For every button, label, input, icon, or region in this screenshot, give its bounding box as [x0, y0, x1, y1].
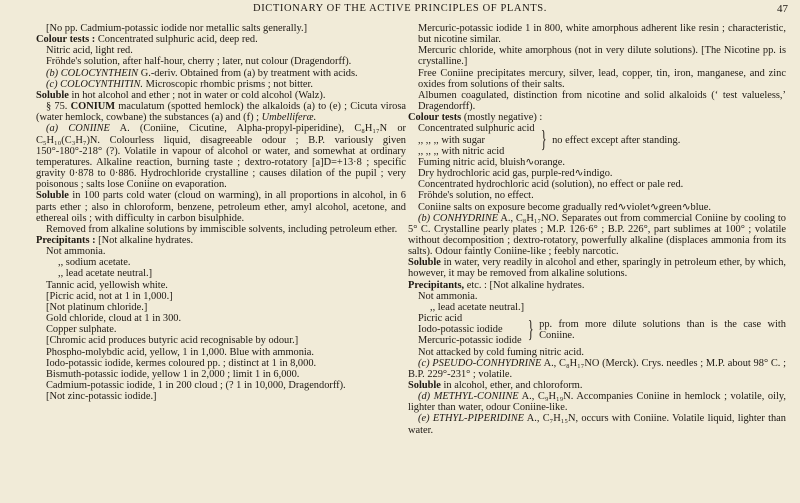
right-line-2: Mercuric chloride, white amorphous (not in very dilute solutions). [The Nicotine pp. is crystalline.] [418, 45, 786, 68]
a-name: CONIINE [68, 123, 110, 135]
conium-para [36, 101, 406, 123]
picric-brace-group [408, 313, 786, 346]
frohde-line: Fröhde's solution, after half-hour, cherry ; later, nut colour (Dragendorff). [46, 56, 352, 68]
soluble-label-2: Soluble [36, 190, 69, 202]
soluble-label-1: Soluble [36, 89, 69, 101]
right-line-9: Coniine salts on exposure become gradually red∿violet∿green∿blue. [418, 201, 712, 213]
soluble-para-3 [408, 257, 786, 279]
c-name: COLOCYNTHITIN. [60, 78, 144, 90]
e-text: A., C₇H₁₅N, occurs with Coniine. Volatile liquid, lighter than water. [408, 413, 786, 436]
precip-line-2: ,, sodium acetate. [58, 257, 131, 269]
sulphuric-brace-group [408, 123, 786, 156]
left-line-1: [No pp. Cadmium-potassic iodide nor metallic salts generally.] [46, 23, 308, 34]
running-title: DICTIONARY OF THE ACTIVE PRINCIPLES OF PLANTS. [253, 3, 547, 14]
soluble-text-3: in water, very readily in alcohol and ether, sparingly in petroleum ether, by which, however, it may be removed from alkaline solutions. [408, 257, 786, 280]
section-text-1: maculatum (spotted hemlock) the alkaloids (a) to (e) ; [118, 101, 348, 113]
nitric-line: Nitric acid, light red. [46, 45, 133, 57]
sulphuric-tests [418, 123, 535, 156]
precip-line-8: Copper sulphate. [46, 324, 117, 336]
precip-line-10: Phospho-molybdic acid, yellow, 1 in 1,000. Blue with ammonia. [46, 346, 315, 358]
colour-tests-para [36, 34, 406, 45]
sulphuric-note: no effect except after standing. [552, 134, 681, 146]
c2-label: (c) [418, 357, 430, 369]
c2-name: PSEUDO-CONHYDRINE [432, 357, 542, 369]
soluble-para-2 [36, 190, 406, 223]
colocynthitin-para [36, 79, 406, 90]
methyl-coniine-para [408, 391, 786, 413]
picric-reagent-2: Iodo-potassic iodide [418, 324, 503, 336]
precip-line-4: Tannic acid, yellowish white. [46, 279, 168, 291]
precip-line-13: Cadmium-potassic iodide, 1 in 200 cloud ; (? 1 in 10,000, Dragendorff). [46, 380, 346, 391]
precip-line-7: Gold chloride, cloud at 1 in 300. [46, 313, 182, 325]
precip-line-12: Bismuth-potassic iodide, yellow 1 in 2,000 ; limit 1 in 6,000. [46, 368, 300, 380]
b-label: (b) [46, 67, 59, 79]
b2-label: (b) [418, 212, 431, 224]
b-name: COLOCYNTHEIN [60, 67, 139, 79]
precip-line-1: Not ammonia. [46, 246, 106, 258]
picric-reagents [418, 313, 522, 346]
right-line-1: Mercuric-potassic iodide 1 in 800, white amorphous adherent like resin ; characteristic, but nicotine similar. [418, 23, 786, 46]
page-number: 47 [777, 3, 788, 15]
precipitants-para [36, 235, 406, 246]
picric-note: pp. from more dilute solutions than is the case with Coniine. [539, 318, 786, 341]
right-brace-glyph: } [540, 127, 547, 154]
c2-text: A., C₈H₁₇NO (Merck). Crys. needles ; M.P. about 98° C. ; B.P. 229°-231° ; volatile. [408, 357, 786, 380]
coniine-para [36, 123, 406, 190]
soluble-text-4: in alcohol, ether, and chloroform. [443, 380, 583, 391]
a-text: A. (Coniine, Cicutine, Alpha-propyl-piperidine), C₈H₁₇N or C₅H₁₀(C₃H₇)N. Colourless liquid, disagreeable odour ; B.P. variously given 150°-180°-218° (?). Volatile in vapour of alcohol or water, and somewhat at ordinary temperatures. Alkaline reaction, burning taste ; dextro-rotatory [a]D=+13·8 ; specific gravity 0·878 to 0·886. Hydrochloride crystalline ; causes dilation of the pupil ; very poisonous ; salts lose Coniine on evaporation. [36, 123, 406, 191]
sulphuric-test-2: ,, ,, ,, with sugar [418, 134, 485, 146]
precip-line-5: [Picric acid, not at 1 in 1,000.] [46, 290, 173, 302]
sulphuric-test-1: Concentrated sulphuric acid [418, 123, 535, 135]
c-text: Microscopic rhombic prisms ; not bitter. [145, 78, 314, 90]
colour-tests-para-2 [408, 112, 786, 123]
picric-reagent-3: Mercuric-potassic iodide [418, 335, 522, 347]
right-line-7: Concentrated hydrochloric acid (solution), no effect or pale red. [418, 179, 684, 191]
precipitants-text-2: etc. : [Not alkaline hydrates. [466, 279, 585, 291]
right-brace-glyph-2: } [527, 316, 534, 343]
ethyl-piperidine-para [408, 413, 786, 435]
right-line-3: Free Coniine precipitates mercury, silver, lead, copper, tin, iron, manganese, and zinc oxides from solutions of their salts. [418, 67, 786, 90]
pseudo-conhydrine-para [408, 358, 786, 380]
section-family: Umbelliferæ. [261, 112, 317, 124]
soluble-label-3: Soluble [408, 257, 441, 269]
removed-para: Removed from alkaline solutions by immiscible solvents, including petroleum ether. [46, 223, 398, 235]
c-label: (c) [46, 78, 58, 90]
precipitants-para-2 [408, 280, 786, 291]
colour-tests-label-2: Colour tests [408, 112, 462, 124]
precip-line-9: [Chromic acid produces butyric acid recognisable by odour.] [46, 335, 299, 347]
precipitants-text: [Not alkaline hydrates. [98, 234, 194, 246]
colour-tests-text: Concentrated sulphuric acid, deep red. [97, 34, 258, 46]
conhydrine-para [408, 213, 786, 258]
right-line-5: Fuming nitric acid, bluish∿orange. [418, 156, 565, 168]
d-label: (d) [418, 391, 431, 403]
d-name: METHYL-CONIINE [433, 391, 519, 403]
precip-line-14: [Not zinc-potassic iodide.] [46, 391, 157, 403]
sulphuric-test-3: ,, ,, ,, with nitric acid [418, 145, 505, 157]
section-text-2: (water hemlock, cowbane) the substances (a) and (f) ; [36, 112, 260, 124]
precip-line-6: [Not platinum chloride.] [46, 301, 148, 313]
picric-reagent-1: Picric acid [418, 313, 463, 325]
right-line-4: Albumen coagulated, distinction from nicotine and solid alkaloids (‘ test valueless,’ Dragendorff). [418, 89, 786, 113]
soluble-label-4: Soluble [408, 380, 441, 391]
a-label: (a) [46, 123, 59, 135]
colour-tests-label: Colour tests : [36, 34, 96, 46]
soluble-para-1 [36, 90, 406, 101]
precip2-line-2: ,, lead acetate neutral.] [430, 301, 525, 313]
d-text: A., C₉H₁₉N. Accompanies Coniine in hemlock ; volatile, oily, lighter than water, odour Coniine-like. [408, 391, 786, 414]
soluble-para-4 [408, 380, 786, 391]
soluble-text-1: in hot alcohol and ether ; not in water or cold alcohol (Walz). [71, 89, 326, 101]
precip-line-3: ,, lead acetate neutral.] [58, 268, 153, 280]
precipitants-label: Precipitants : [36, 234, 96, 246]
e-label: (e) [418, 413, 430, 425]
right-line-10: Not attacked by cold fuming nitric acid. [418, 346, 584, 358]
colocynthein-para [36, 68, 406, 79]
b-text: G.-deriv. Obtained from (a) by treatment with acids. [140, 67, 358, 79]
section-name: CONIUM [70, 101, 116, 113]
b2-name: CONHYDRINE [432, 212, 499, 224]
soluble-text-2: in 100 parts cold water (cloud on warming), in all proportions in alcohol, in 6 parts ether ; also in chloroform, benzene, petroleum ether, amyl alcohol, acetone, and ethereal oils ; with difficulty in carbon bisulphide. [36, 190, 406, 224]
precip2-line-1: Not ammonia. [418, 290, 478, 302]
right-column [408, 23, 786, 436]
right-line-8: Fröhde's solution, no effect. [418, 190, 534, 202]
precip-line-11: Iodo-potassic iodide, kermes coloured pp. ; distinct at 1 in 8,000. [46, 357, 317, 369]
b2-text: A., C₈H₁₇NO. Separates out from commercial Coniine by cooling to 5° C. Crystalline pearly plates ; M.P. 126·6° ; B.P. 226°, part sublimes at 100° ; volatile without decomposition ; dextro-rotatory, powerfully alkaline (displaces ammonia from its salts). Odour faintly Coniine-like ; feebly narcotic. [408, 212, 786, 258]
right-line-6: Dry hydrochloric acid gas, purple-red∿indigo. [418, 168, 613, 180]
section-cicuta: Cicuta virosa [350, 101, 407, 113]
e-name: ETHYL-PIPERIDINE [432, 413, 525, 425]
precipitants-label-2: Precipitants, [408, 279, 465, 291]
section-number: § 75. [46, 101, 68, 113]
left-column [36, 23, 406, 402]
colour-tests-text-2: (mostly negative) : [463, 112, 543, 124]
